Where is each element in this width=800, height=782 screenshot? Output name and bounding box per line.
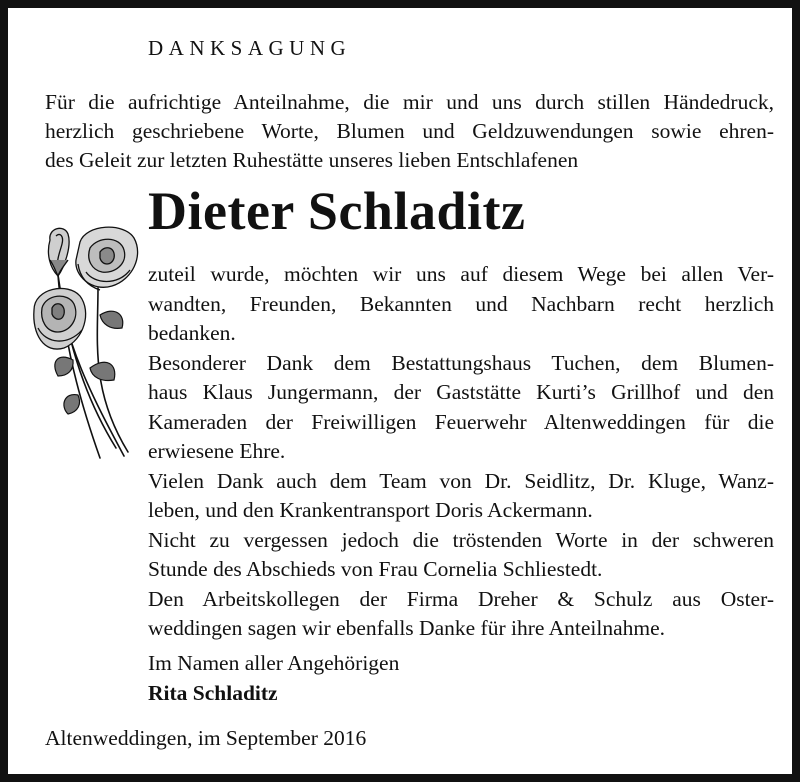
body-line: Stunde des Abschieds von Frau Cornelia Schliestedt. [148,557,603,581]
body-line: Kameraden der Freiwilligen Feuerwehr Altenweddingen für die [148,409,774,434]
signoff-block [148,648,399,708]
intro-line: Für die aufrichtige Anteilnahme, die mir und uns durch stillen Händedruck, [45,90,774,114]
roses-illustration-icon [28,220,148,460]
intro-paragraph [45,88,774,175]
notice-heading: DANKSAGUNG [148,36,352,60]
body-text [148,260,774,644]
body-line: haus Klaus Jungermann, der Gaststätte Kurti’s Grillhof und den [148,380,774,404]
body-line: zuteil wurde, möchten wir uns auf diesem Wege bei allen Ver- [148,262,774,286]
body-line: erwiesene Ehre. [148,439,286,463]
body-line: Besonderer Dank dem Bestattungshaus Tuchen, dem Blumen- [148,350,774,375]
body-line: Nicht zu vergessen jedoch die tröstenden Worte in der schweren [148,527,774,552]
intro-line: des Geleit zur letzten Ruhestätte unseres lieben Entschlafenen [45,148,579,172]
body-line: Vielen Dank auch dem Team von Dr. Seidlitz, Dr. Kluge, Wanz- [148,468,774,493]
body-line: Den Arbeitskollegen der Firma Dreher & Schulz aus Oster- [148,586,774,611]
body-line: bedanken. [148,321,236,345]
deceased-name: Dieter Schladitz [148,181,526,241]
body-line: weddingen sagen wir ebenfalls Danke für ihre Anteilnahme. [148,616,666,640]
body-line: wandten, Freunden, Bekannten und Nachbarn recht herzlich [148,291,774,316]
body-line: leben, und den Krankentransport Doris Ackermann. [148,498,593,522]
intro-line: herzlich geschriebene Worte, Blumen und Geldzuwendungen sowie ehren- [45,119,774,143]
place-date: Altenweddingen, im September 2016 [45,726,367,750]
signoff-line: Im Namen aller Angehörigen [148,651,400,675]
signer-name: Rita Schladitz [148,681,278,705]
